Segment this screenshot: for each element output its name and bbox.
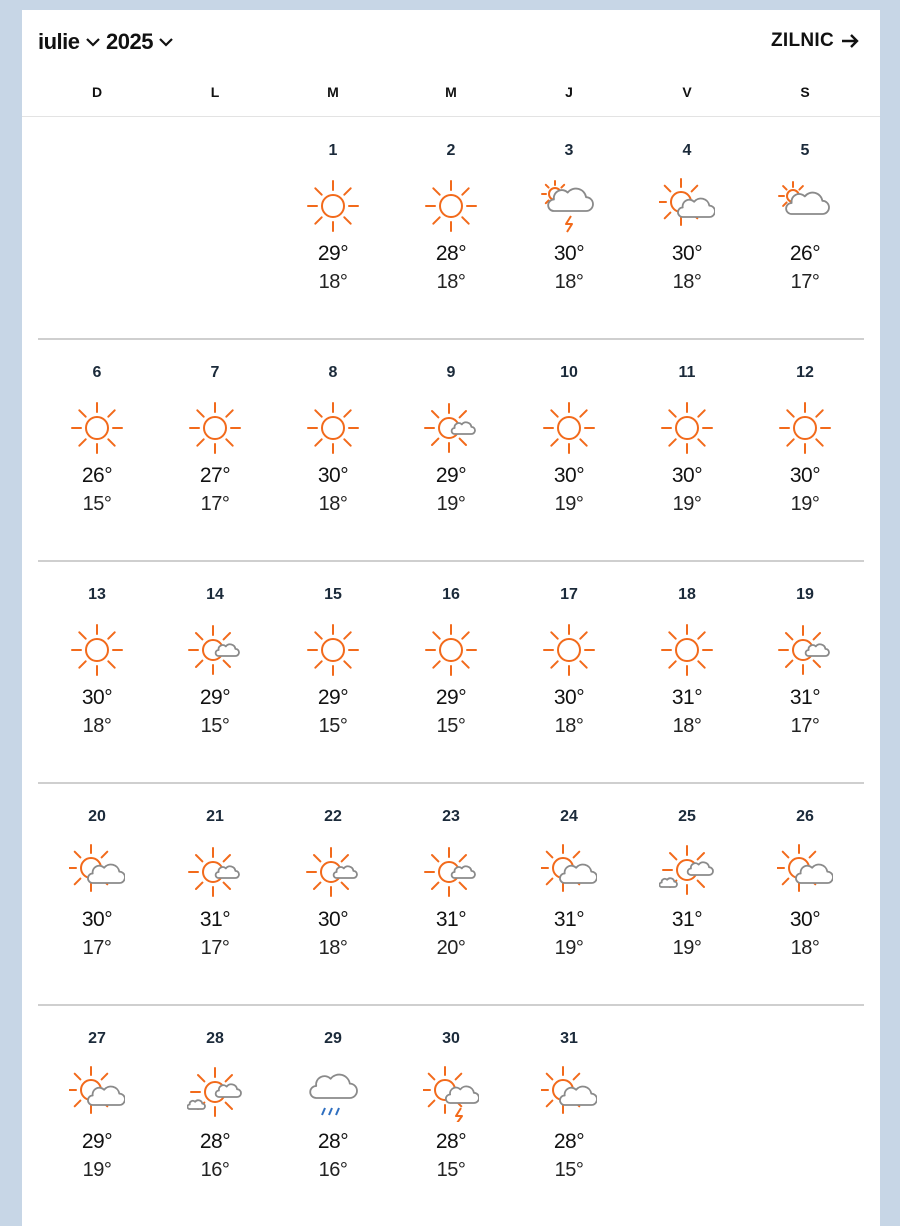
day-number: 7 xyxy=(210,364,220,381)
day-number: 12 xyxy=(796,364,814,381)
low-temp: 17° xyxy=(790,271,820,293)
rain-icon xyxy=(305,1066,361,1122)
day-number: 26 xyxy=(796,808,814,825)
day-number: 22 xyxy=(324,808,342,825)
day-number: 25 xyxy=(678,808,696,825)
calendar-header xyxy=(22,10,880,70)
day-cell[interactable] xyxy=(156,1006,274,1226)
day-cell[interactable] xyxy=(510,340,628,560)
day-number: 21 xyxy=(206,808,224,825)
day-cell[interactable] xyxy=(392,1006,510,1226)
weekday-label: S xyxy=(800,84,810,100)
low-temp: 18° xyxy=(318,937,348,959)
daily-view-link[interactable] xyxy=(771,30,860,52)
day-cell[interactable] xyxy=(274,340,392,560)
sun-icon xyxy=(659,622,715,678)
arrow-right-icon xyxy=(840,32,860,50)
low-temp: 18° xyxy=(318,271,348,293)
low-temp: 18° xyxy=(318,493,348,515)
day-cell[interactable] xyxy=(392,562,510,782)
low-temp: 15° xyxy=(554,1159,584,1181)
sun-thunder-icon xyxy=(423,1066,479,1122)
low-temp: 19° xyxy=(790,493,820,515)
high-temp: 28° xyxy=(435,1130,467,1153)
sun-icon xyxy=(659,400,715,456)
row-divider xyxy=(38,338,864,340)
low-temp: 20° xyxy=(436,937,466,959)
weekday-label: M xyxy=(445,84,457,100)
high-temp: 29° xyxy=(435,464,467,487)
day-cell[interactable] xyxy=(38,784,156,1004)
day-number: 5 xyxy=(800,142,810,159)
day-cell[interactable] xyxy=(392,340,510,560)
day-number: 1 xyxy=(328,142,338,159)
low-temp: 15° xyxy=(200,715,230,737)
mostly-sunny-icon xyxy=(187,622,243,678)
partly-cloudy-icon xyxy=(541,1066,597,1122)
weekday-label: J xyxy=(565,84,573,100)
low-temp: 18° xyxy=(82,715,112,737)
day-number: 24 xyxy=(560,808,578,825)
day-number: 10 xyxy=(560,364,578,381)
sun-icon xyxy=(423,178,479,234)
high-temp: 26° xyxy=(789,242,821,265)
day-cell[interactable] xyxy=(628,118,746,338)
chevron-down-icon xyxy=(84,35,102,49)
high-temp: 29° xyxy=(81,1130,113,1153)
mostly-sunny-icon xyxy=(777,622,833,678)
high-temp: 30° xyxy=(789,908,821,931)
high-temp: 31° xyxy=(671,686,703,709)
mostly-sunny-icon xyxy=(305,844,361,900)
day-number: 29 xyxy=(324,1030,342,1047)
sun-icon xyxy=(305,178,361,234)
day-number: 28 xyxy=(206,1030,224,1047)
high-temp: 29° xyxy=(199,686,231,709)
weekday-header xyxy=(22,80,880,116)
day-number: 20 xyxy=(88,808,106,825)
day-number: 8 xyxy=(328,364,338,381)
day-cell[interactable] xyxy=(156,562,274,782)
day-number: 23 xyxy=(442,808,460,825)
low-temp: 18° xyxy=(672,271,702,293)
low-temp: 19° xyxy=(672,493,702,515)
low-temp: 19° xyxy=(554,493,584,515)
partly-cloudy-icon xyxy=(777,844,833,900)
high-temp: 29° xyxy=(317,686,349,709)
sunny-clouds-icon xyxy=(187,1066,243,1122)
header-divider xyxy=(22,116,880,117)
low-temp: 19° xyxy=(672,937,702,959)
day-number: 2 xyxy=(446,142,456,159)
day-number: 19 xyxy=(796,586,814,603)
high-temp: 28° xyxy=(199,1130,231,1153)
high-temp: 31° xyxy=(435,908,467,931)
low-temp: 15° xyxy=(82,493,112,515)
thunderstorm-icon xyxy=(541,178,597,234)
low-temp: 17° xyxy=(200,493,230,515)
high-temp: 30° xyxy=(789,464,821,487)
low-temp: 16° xyxy=(318,1159,348,1181)
mostly-cloudy-icon xyxy=(777,178,833,234)
sun-icon xyxy=(777,400,833,456)
low-temp: 18° xyxy=(436,271,466,293)
weekday-label: L xyxy=(210,84,220,100)
high-temp: 30° xyxy=(317,908,349,931)
day-cell[interactable] xyxy=(510,784,628,1004)
mostly-sunny-icon xyxy=(187,844,243,900)
day-cell[interactable] xyxy=(628,784,746,1004)
sun-icon xyxy=(187,400,243,456)
high-temp: 30° xyxy=(553,242,585,265)
chevron-down-icon xyxy=(157,35,175,49)
day-cell[interactable] xyxy=(38,340,156,560)
day-number: 15 xyxy=(324,586,342,603)
sun-icon xyxy=(305,400,361,456)
low-temp: 18° xyxy=(790,937,820,959)
row-divider xyxy=(38,1004,864,1006)
high-temp: 28° xyxy=(317,1130,349,1153)
row-divider xyxy=(38,560,864,562)
day-cell[interactable] xyxy=(628,562,746,782)
sunny-clouds-icon xyxy=(659,844,715,900)
sun-icon xyxy=(69,622,125,678)
sun-icon xyxy=(541,400,597,456)
low-temp: 15° xyxy=(436,715,466,737)
high-temp: 26° xyxy=(81,464,113,487)
partly-cloudy-icon xyxy=(659,178,715,234)
high-temp: 31° xyxy=(789,686,821,709)
low-temp: 19° xyxy=(554,937,584,959)
day-cell[interactable] xyxy=(510,562,628,782)
high-temp: 30° xyxy=(553,686,585,709)
low-temp: 15° xyxy=(436,1159,466,1181)
month-label: iulie xyxy=(38,29,80,54)
sun-icon xyxy=(305,622,361,678)
high-temp: 29° xyxy=(435,686,467,709)
day-cell[interactable] xyxy=(746,784,864,1004)
daily-link-label: ZILNIC xyxy=(770,30,834,51)
weekday-label: M xyxy=(327,84,339,100)
day-cell[interactable] xyxy=(274,562,392,782)
day-cell[interactable] xyxy=(156,784,274,1004)
low-temp: 19° xyxy=(436,493,466,515)
sun-icon xyxy=(423,622,479,678)
year-label: 2025 xyxy=(106,29,153,54)
high-temp: 29° xyxy=(317,242,349,265)
high-temp: 30° xyxy=(81,686,113,709)
low-temp: 17° xyxy=(82,937,112,959)
day-cell[interactable] xyxy=(510,1006,628,1226)
low-temp: 18° xyxy=(672,715,702,737)
sun-icon xyxy=(541,622,597,678)
high-temp: 31° xyxy=(199,908,231,931)
mostly-sunny-icon xyxy=(423,400,479,456)
day-cell[interactable] xyxy=(156,340,274,560)
day-number: 27 xyxy=(88,1030,106,1047)
day-cell[interactable] xyxy=(628,340,746,560)
low-temp: 19° xyxy=(82,1159,112,1181)
weekday-label: V xyxy=(682,84,692,100)
day-cell[interactable] xyxy=(510,118,628,338)
day-number: 30 xyxy=(442,1030,460,1047)
day-cell[interactable] xyxy=(746,340,864,560)
day-number: 11 xyxy=(678,364,696,381)
day-number: 14 xyxy=(206,586,224,603)
day-number: 13 xyxy=(88,586,106,603)
day-cell[interactable] xyxy=(38,562,156,782)
low-temp: 15° xyxy=(318,715,348,737)
month-selector[interactable] xyxy=(38,29,102,55)
day-cell[interactable] xyxy=(392,784,510,1004)
high-temp: 30° xyxy=(671,242,703,265)
high-temp: 31° xyxy=(553,908,585,931)
day-number: 4 xyxy=(682,142,692,159)
day-cell[interactable] xyxy=(746,562,864,782)
day-cell[interactable] xyxy=(274,784,392,1004)
day-number: 31 xyxy=(560,1030,578,1047)
low-temp: 18° xyxy=(554,715,584,737)
low-temp: 18° xyxy=(554,271,584,293)
low-temp: 17° xyxy=(200,937,230,959)
calendar-card xyxy=(22,10,880,1226)
day-number: 9 xyxy=(446,364,456,381)
high-temp: 28° xyxy=(435,242,467,265)
day-cell[interactable] xyxy=(38,1006,156,1226)
row-divider xyxy=(38,782,864,784)
low-temp: 16° xyxy=(200,1159,230,1181)
partly-cloudy-icon xyxy=(69,1066,125,1122)
day-number: 16 xyxy=(442,586,460,603)
day-cell[interactable] xyxy=(274,1006,392,1226)
partly-cloudy-icon xyxy=(69,844,125,900)
high-temp: 27° xyxy=(199,464,231,487)
weekday-label: D xyxy=(91,84,103,100)
day-number: 17 xyxy=(560,586,578,603)
day-number: 3 xyxy=(564,142,574,159)
high-temp: 30° xyxy=(81,908,113,931)
mostly-sunny-icon xyxy=(423,844,479,900)
high-temp: 28° xyxy=(553,1130,585,1153)
high-temp: 31° xyxy=(671,908,703,931)
day-number: 18 xyxy=(678,586,696,603)
high-temp: 30° xyxy=(671,464,703,487)
high-temp: 30° xyxy=(317,464,349,487)
sun-icon xyxy=(69,400,125,456)
day-cell[interactable] xyxy=(746,118,864,338)
high-temp: 30° xyxy=(553,464,585,487)
day-cell[interactable] xyxy=(392,118,510,338)
day-cell[interactable] xyxy=(274,118,392,338)
year-selector[interactable] xyxy=(106,29,175,55)
partly-cloudy-icon xyxy=(541,844,597,900)
day-number: 6 xyxy=(92,364,102,381)
low-temp: 17° xyxy=(790,715,820,737)
